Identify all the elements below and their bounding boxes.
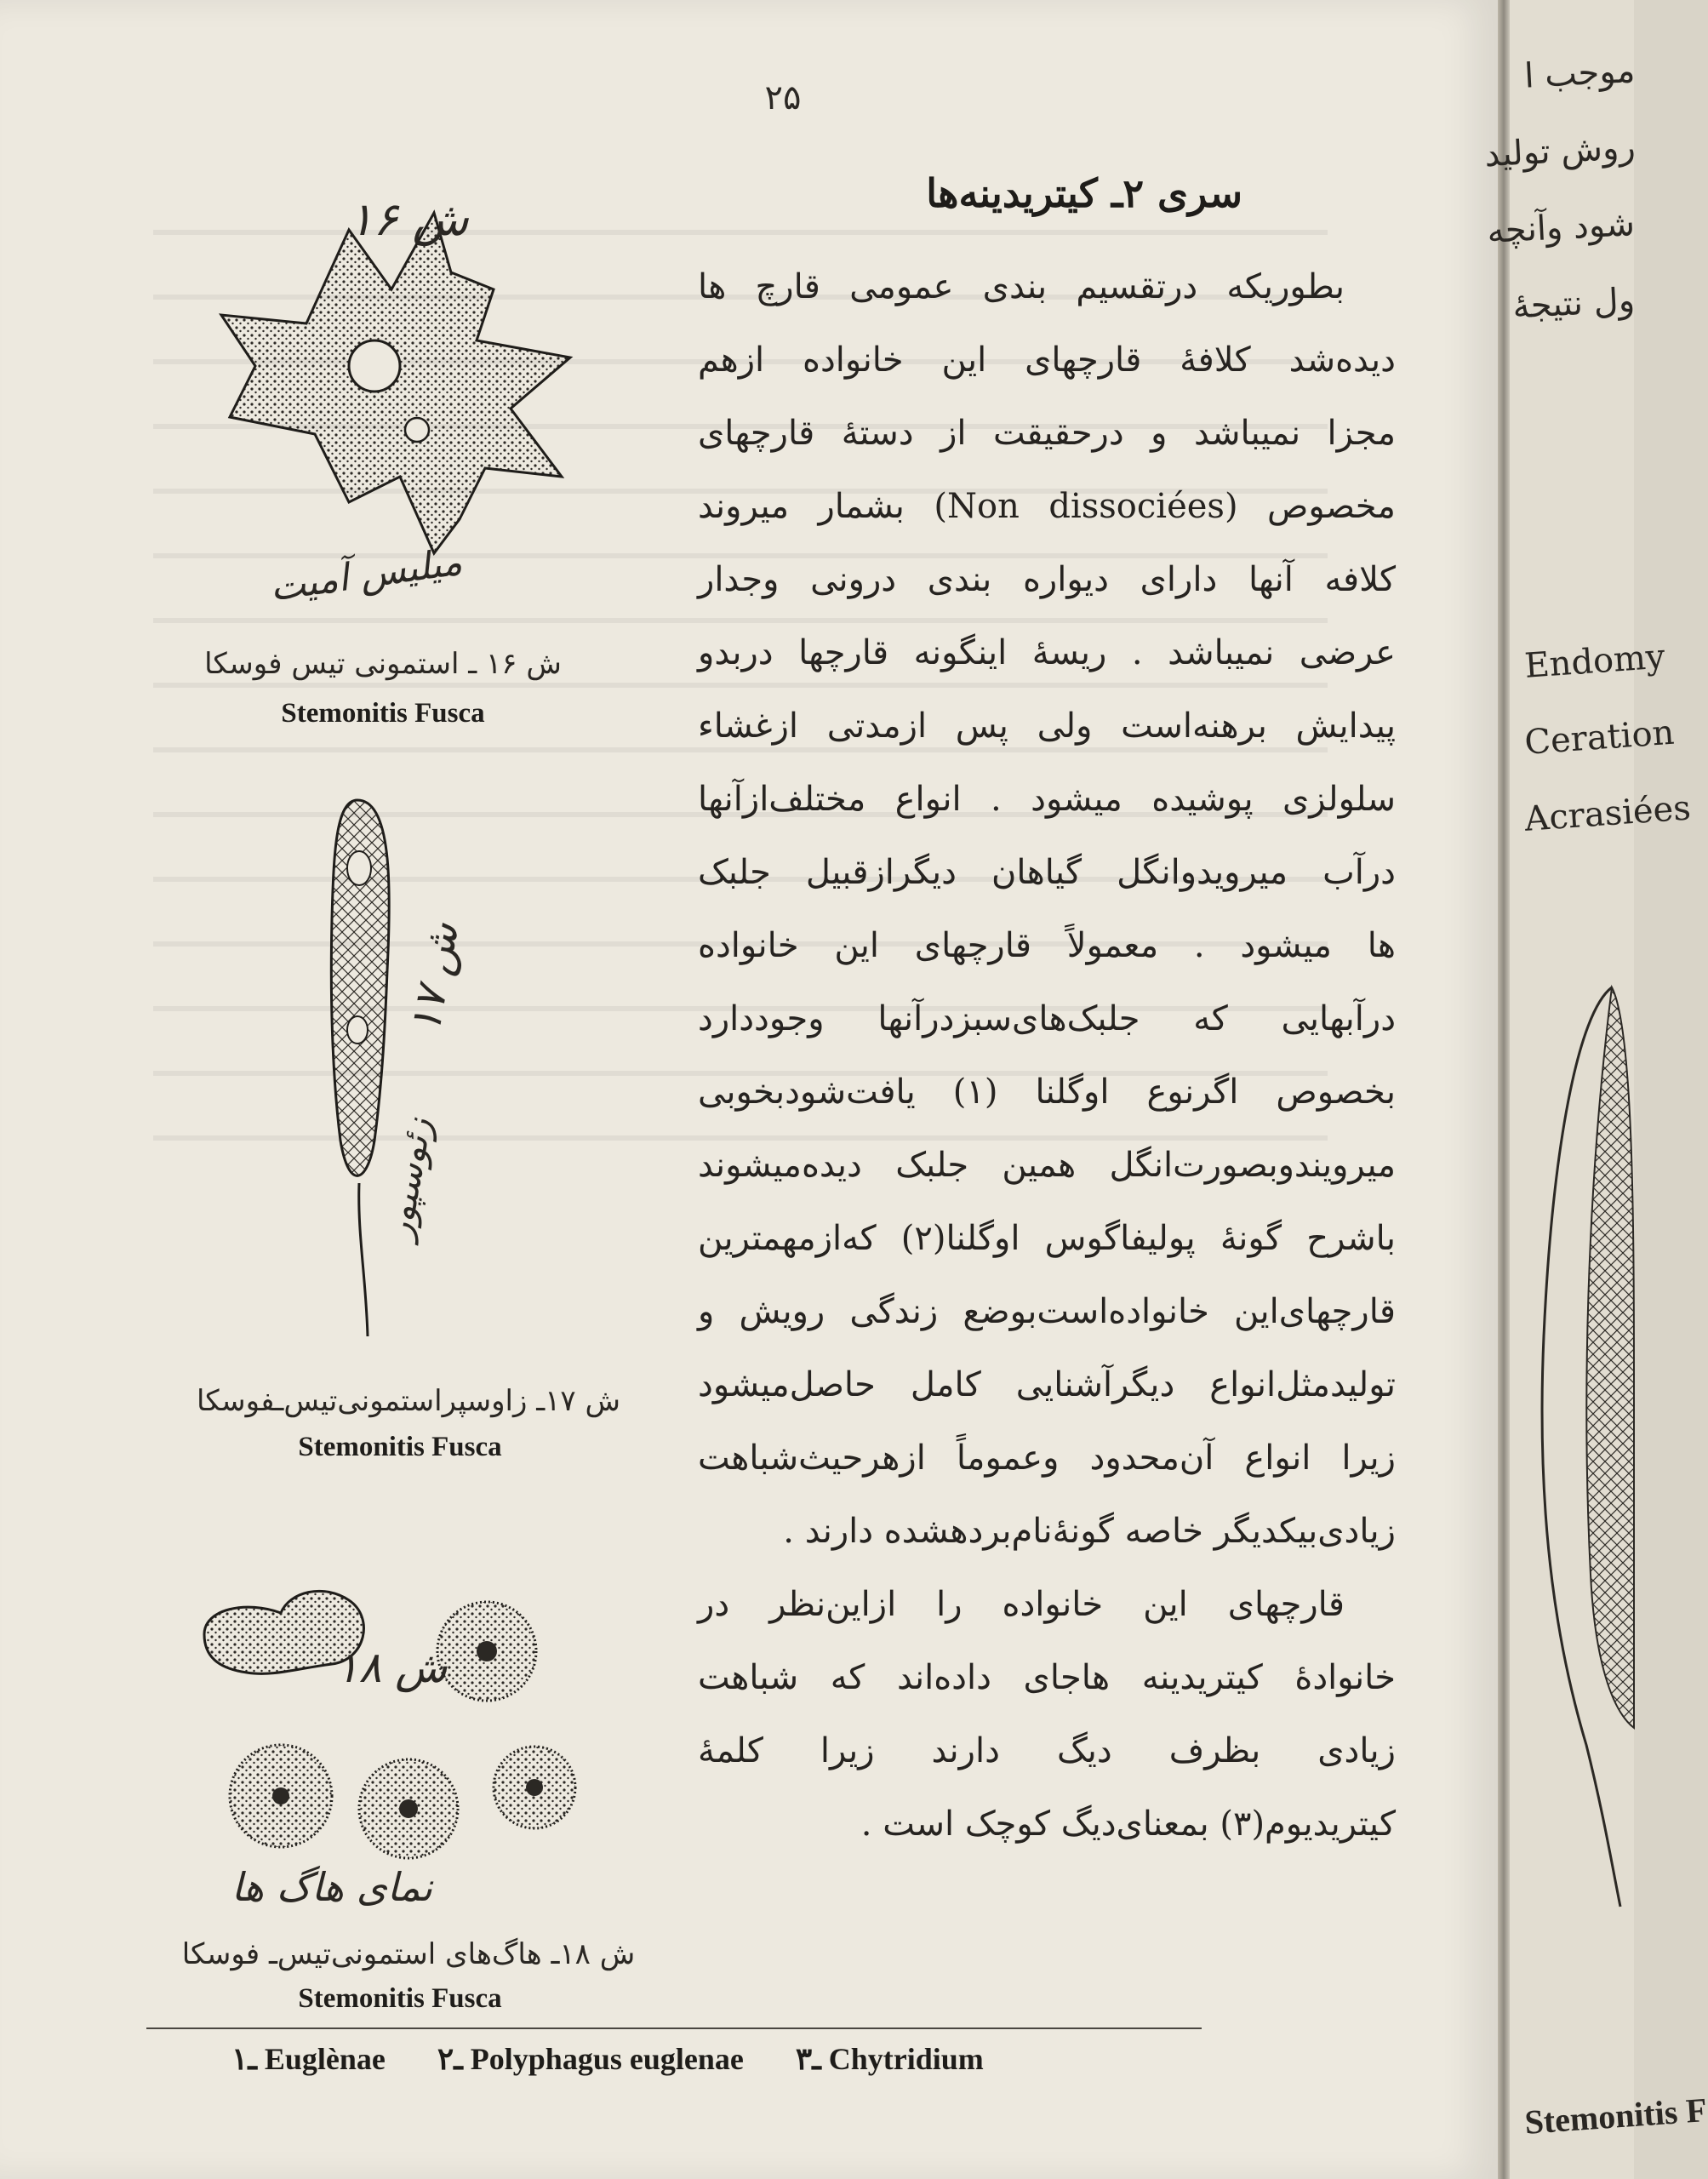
figure-18-handwritten-label: ش ۱۸: [335, 1643, 448, 1692]
body-line: درآب میرویدوانگل گیاهان دیگرازقبیل جلبک: [698, 853, 1396, 892]
body-line: مخصوص (Non dissociées) بشمار میروند: [698, 487, 1396, 526]
body-line: زیادی بظرف دیگ دارند زیرا کلمهٔ: [698, 1731, 1396, 1770]
figure-18-spores-illustration: [187, 1566, 579, 1873]
adjacent-latin-line: Acrasiées: [1523, 788, 1693, 839]
section-title: سری ۲ـ کیتریدینه‌ها: [926, 170, 1242, 216]
page-number: ۲۵: [764, 78, 802, 117]
body-line: پیدایش برهنه‌است ولی پس ازمدتی ازغشاء: [698, 706, 1396, 746]
body-line: درآبهایی که جلبک‌های‌سبزدرآنها وجوددارد: [698, 999, 1396, 1038]
book-gutter: [1498, 0, 1510, 2179]
adjacent-line: ول نتیجهٔ: [1511, 281, 1637, 327]
body-line: میرویندوبصورت‌انگل همین جلبک دیده‌میشوند: [698, 1146, 1396, 1185]
figure-18-handwritten-note: نمای هاگ ها: [231, 1864, 433, 1910]
adjacent-line: روش تولید: [1483, 128, 1637, 175]
figure-18-latin-name: Stemonitis Fusca: [298, 1983, 502, 2014]
footnote-1: ۱ـ Euglènae: [231, 2042, 386, 2076]
adjacent-bottom-latin: Stemonitis F: [1523, 2090, 1708, 2142]
figure-18-caption: ش ۱۸ـ هاگ‌های استمونی‌تیس‌ـ فوسکا: [181, 1937, 636, 1971]
body-line: قارچهای‌این خانواده‌است‌بوضع زندگی رویش و: [698, 1292, 1396, 1331]
body-line: سلولزی پوشیده میشود . انواع مختلف‌ازآنها: [698, 780, 1396, 819]
figure-17-handwritten-label: ش ۱۷: [400, 918, 468, 1038]
adjacent-page: [1483, 0, 1708, 2179]
figure-17-latin-name: Stemonitis Fusca: [298, 1432, 502, 1462]
body-line: ها میشود . معمولاً قارچهای این خانواده: [698, 926, 1396, 965]
body-line: باشرح گونهٔ پولیفاگوس اوگلنا(۲) که‌ازمهمترین: [698, 1219, 1396, 1258]
body-line: زیرا انواع آن‌محدود وعموماً ازهرحیث‌شباهت: [698, 1438, 1396, 1478]
footnote-divider: [146, 2027, 1202, 2029]
body-line: کلافه آنها دارای دیواره بندی درونی وجدار: [698, 560, 1396, 599]
footnotes: [231, 2041, 1253, 2077]
figure-17-handwritten-note: زئوسپور: [377, 1114, 440, 1243]
body-text: [698, 250, 1396, 1861]
figure-16-handwritten-note: میلیس آمیت: [267, 540, 465, 610]
body-line: بطوریکه درتقسیم بندی عمومی قارچ ها: [698, 267, 1345, 306]
body-line: زیادی‌بیکدیگر خاصه گونهٔ‌نام‌بردهشده دارند .: [783, 1512, 1396, 1551]
figure-16-latin-name: Stemonitis Fusca: [281, 698, 485, 729]
body-line: عرضی نمیباشد . ریسهٔ اینگونه قارچها دربدو: [698, 633, 1396, 672]
adjacent-line: موجب ا: [1523, 51, 1637, 96]
footnote-2: ۲ـ Polyphagus euglenae: [437, 2042, 744, 2076]
adjacent-latin-line: Ceration: [1523, 712, 1676, 763]
body-line: بخصوص اگرنوع اوگلنا (۱) یافت‌شودبخوبی: [698, 1072, 1396, 1112]
adjacent-latin-line: Endomy: [1523, 637, 1666, 686]
body-line: خانوادهٔ کیتریدینه هاجای داده‌اند که شباهت: [698, 1658, 1396, 1697]
body-line: تولیدمثل‌انواع دیگرآشنایی کامل حاصل‌میشود: [698, 1365, 1396, 1404]
body-line: قارچهای این خانواده را ازاین‌نظر در: [698, 1585, 1345, 1624]
body-line: کیتریدیوم(۳) بمعنای‌دیگ کوچک است .: [860, 1804, 1396, 1844]
figure-16-caption: ش ۱۶ ـ استمونی تیس فوسکا: [204, 647, 562, 681]
figure-17-caption: ش ۱۷ـ زاوسپراستمونی‌تیس‌ـفوسکا: [196, 1384, 621, 1418]
adjacent-line: شود وآنچه: [1486, 204, 1637, 252]
footnote-3: ۳ـ Chytridium: [795, 2042, 984, 2076]
body-line: مجزا نمیباشد و درحقیقت از دستهٔ قارچهای: [698, 414, 1396, 453]
body-line: دیده‌شد کلافهٔ قارچهای این خانواده ازهم: [698, 340, 1396, 380]
figure-16-handwritten-label: ش ۱۶: [348, 192, 469, 246]
spores-drawing: [187, 1566, 579, 1873]
adjacent-stemonitis-drawing: [1510, 979, 1634, 1915]
